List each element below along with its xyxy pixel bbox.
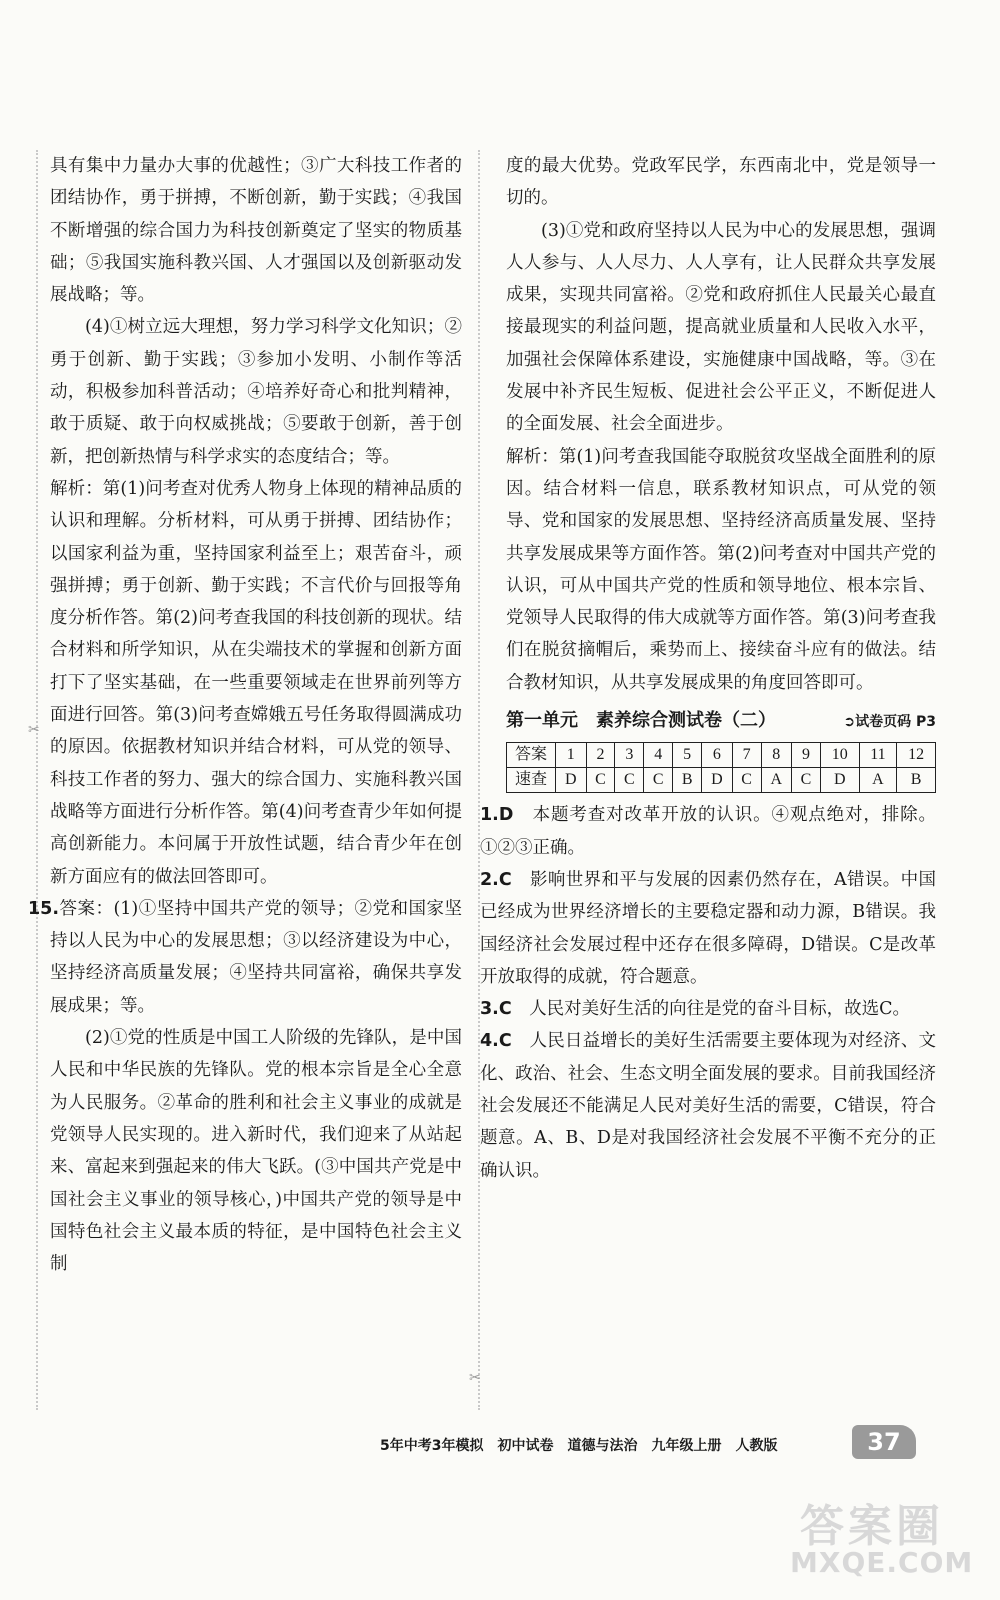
table-cell: C [586,768,615,793]
question-number: 3.C [480,999,512,1020]
table-cell: C [615,768,644,793]
answer-table [506,742,936,793]
answer-item [480,993,936,1025]
question-15-answer [28,893,462,1022]
watermark-text: 答案圈 [800,1501,944,1552]
watermark-logo [790,1490,980,1590]
page-reference: ➲试卷页码 P3 [843,714,936,731]
table-cell: 8 [761,743,792,768]
paragraph: (3)①党和政府坚持以人民为中心的发展思想，强调人人参与、人人尽力、人人享有，让人民群众共享发展成果，实现共同富裕。②党和政府抓住人民最关心最直接最现实的利益问题，提高就业质量和人民收入水平，加强社会保障体系建设，实施健康中国战略，等。③在发展中补齐民生短板、促进社会公平正义，不断促进人的全面发展、社会全面进步。 [506,220,936,435]
paragraph: 度的最大优势。党政军民学，东西南北中，党是领导一切的。 [506,156,936,209]
table-cell: 9 [792,743,821,768]
scissor-icon: ✂ [28,722,40,738]
table-cell: 7 [732,743,761,768]
question-number: 1.D [480,805,514,826]
question-number: 15. [28,898,60,919]
series-name: 5年中考3年模拟 [380,1438,484,1454]
section-heading [506,705,936,738]
question-number: 2.C [480,869,512,890]
grade-name: 九年级上册 [651,1438,722,1454]
table-row [507,768,936,793]
table-cell: D [702,768,733,793]
table-header: 答案 [507,743,556,768]
table-cell: 6 [702,743,733,768]
table-cell: C [792,768,821,793]
left-column [28,150,462,1280]
table-cell: C [732,768,761,793]
right-column [480,150,937,1187]
table-cell: D [820,768,859,793]
table-cell: C [644,768,673,793]
page-number: 37 [852,1425,916,1459]
table-cell: 5 [673,743,702,768]
answer-text: 答案：(1)①坚持中国共产党的领导；②党和国家坚持以人民为中心的发展思想；③以经济建设为中心，坚持经济高质量发展；④坚持共同富裕，确保共享发展成果；等。 [50,898,462,1016]
answer-text: 本题考查对改革开放的认识。④观点绝对，排除。①②③正确。 [480,805,937,858]
answer-item [480,864,936,993]
paragraph: (4)①树立远大理想，努力学习科学文化知识；②勇于创新、勤于实践；③参加小发明、小制作等活动，积极参加科普活动；④培养好奇心和批判精神，敢于质疑、敢于向权威挑战；⑤要敢于创新，善于创新，把创新热情与科学求实的态度结合；等。 [50,317,462,467]
table-cell: B [673,768,702,793]
watermark-url: MXQE.COM [790,1546,974,1579]
analysis-paragraph: 解析：第(1)问考查对优秀人物身上体现的精神品质的认识和理解。分析材料，可从勇于拼搏、团结协作；以国家利益为重，坚持国家利益至上；艰苦奋斗，顽强拼搏；勇于创新、勤于实践；不言代价与回报等角度分析作答。第(2)问考查我国的科技创新的现状。结合材料和所学知识，从在尖端技术的掌握和创新方面打下了坚实基础，在一些重要领域走在世界前列等方面进行回答。第(3)问考查嫦娥五号任务取得圆满成功的原因。依据教材知识并结合材料，可从党的领导、科技工作者的努力、强大的综合国力、实施科教兴国战略等方面进行分析作答。第(4)问考查青少年如何提高创新能力。本问属于开放性试题，结合青少年在创新方面应有的做法回答即可。 [50,478,462,887]
answer-item [480,1025,936,1186]
paragraph: (2)①党的性质是中国工人阶级的先锋队，是中国人民和中华民族的先锋队。党的根本宗旨是全心全意为人民服务。②革命的胜利和社会主义事业的成就是党领导人民实现的。进入新时代，我们迎来了从站起来、富起来到强起来的伟大飞跃。(③中国共产党是中国社会主义事业的领导核心，)中国共产党的领导是中国特色社会主义最本质的特征，是中国特色社会主义制 [50,1028,462,1275]
analysis-paragraph: 解析：第(1)问考查我国能夺取脱贫攻坚战全面胜利的原因。结合材料一信息，联系教材知识点，可从党的领导、党和国家的发展思想、坚持经济高质量发展、坚持共享发展成果等方面作答。第(2)问考查对中国共产党的认识，可从中国共产党的性质和领导地位、根本宗旨、党领导人民取得的伟大成就等方面作答。第(3)问考查我们在脱贫摘帽后，乘势而上、接续奋斗应有的做法。结合教材知识，从共享发展成果的角度回答即可。 [506,446,936,693]
table-cell: 1 [556,743,587,768]
answer-text: 人民对美好生活的向往是党的奋斗目标，故选C。 [529,999,911,1020]
section-title: 第一单元 素养综合测试卷（二） [506,710,776,732]
paper-type: 初中试卷 [497,1438,554,1454]
table-cell: 12 [897,743,936,768]
answer-text: 人民日益增长的美好生活需要主要体现为对经济、文化、政治、社会、生态文明全面发展的要求。目前我国经济社会发展还不能满足人民对美好生活的需要，C错误，符合题意。A、B、D是对我国经济社会发展不平衡不充分的正确认识。 [480,1031,937,1181]
edition-name: 人教版 [735,1438,778,1454]
table-cell: A [761,768,792,793]
table-cell: 3 [615,743,644,768]
table-cell: 2 [586,743,615,768]
answer-text: 影响世界和平与发展的因素仍然存在，A错误。中国已经成为世界经济增长的主要稳定器和动力源，B错误。我国经济社会发展过程中还存在很多障碍，D错误。C是改革开放取得的成就，符合题意。 [480,869,936,987]
question-number: 4.C [480,1031,512,1052]
scissor-icon: ✂ [469,1370,481,1386]
table-row [507,743,936,768]
subject-name: 道德与法治 [567,1438,638,1454]
answer-item [480,799,936,864]
table-cell: A [859,768,897,793]
table-cell: D [556,768,587,793]
table-cell: 11 [859,743,897,768]
paragraph: 具有集中力量办大事的优越性；③广大科技工作者的团结协作，勇于拼搏，不断创新，勤于实践；④我国不断增强的综合国力为科技创新奠定了坚实的物质基础；⑤我国实施科教兴国、人才强国以及创新驱动发展战略；等。 [50,156,462,306]
dotted-divider [478,150,480,1410]
dotted-margin [36,150,38,1410]
table-cell: 10 [820,743,859,768]
table-cell: 4 [644,743,673,768]
table-cell: B [897,768,936,793]
table-header: 速查 [507,768,556,793]
